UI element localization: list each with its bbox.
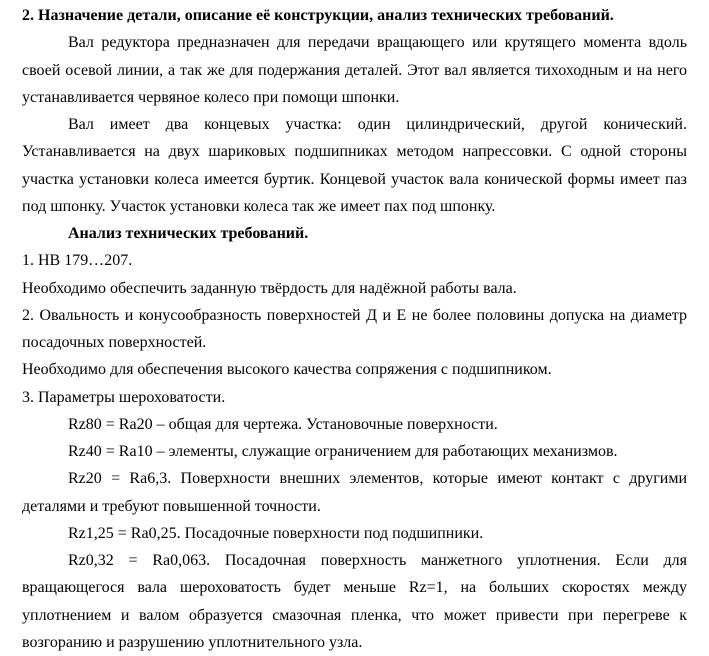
subheading-technical-requirements: Анализ технических требований.	[68, 225, 309, 242]
item-hardness: 1. НВ 179…207.	[22, 252, 133, 270]
roughness-rz032: Rz0,32 = Ra0,063. Посадочная поверхность манжетного уплотнения. Если для вращающегося вала шероховатость будет меньше Rz=1, на больших скоростях между уплотнением и валом образуется смазочная пленка, что может привести при перегреве к возгоранию и разрушению уплотнительного узла.	[22, 552, 687, 651]
section-heading: 2. Назначение детали, описание её конструкции, анализ технических требований.	[22, 7, 614, 24]
item-roughness-params: 3. Параметры шероховатости.	[22, 388, 226, 406]
roughness-rz80: Rz80 = Ra20 – общая для чертежа. Установочные поверхности.	[68, 415, 498, 433]
note-hardness: Необходимо обеспечить заданную твёрдость для надёжной работы вала.	[22, 279, 517, 297]
item-ovality: 2. Овальность и конусообразность поверхностей Д и Е не более половины допуска на диаметр посадочных поверхностей.	[22, 306, 687, 351]
paragraph-shaft-design: Вал имеет два концевых участка: один цилиндрический, другой конический. Устанавливается на двух шариковых подшипниках методом напрессовки. С одной стороны участка установки колеса имеется буртик. Концевой участок вала конической формы имеет паз под шпонку. Участок установки колеса так же имеет пах под шпонку.	[22, 116, 687, 215]
note-ovality: Необходимо для обеспечения высокого качества сопряжения с подшипником.	[22, 361, 552, 379]
roughness-rz125: Rz1,25 = Ra0,25. Посадочные поверхности под подшипники.	[68, 524, 484, 542]
roughness-rz20: Rz20 = Ra6,3. Поверхности внешних элементов, которые имеют контакт с другими деталями и требуют повышенной точности.	[22, 470, 687, 515]
paragraph-shaft-purpose: Вал редуктора предназначен для передачи вращающего или крутящего момента вдоль своей осевой линии, а так же для подержания деталей. Этот вал является тихоходным и на него устанавливается червяное колесо при помощи шпонки.	[22, 34, 687, 106]
roughness-rz40: Rz40 = Ra10 – элементы, служащие ограничением для работающих механизмов.	[68, 443, 618, 460]
